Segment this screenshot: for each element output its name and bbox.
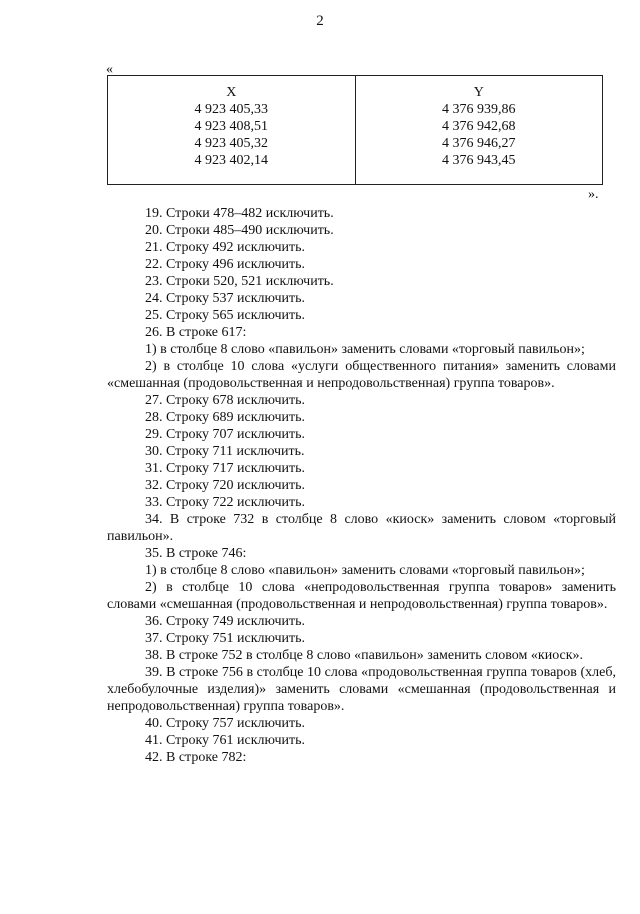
amendment-item: 34. В строке 732 в столбце 8 слово «киоск» заменить словом «торговый павильон». — [107, 512, 616, 544]
amendment-item: 41. Строку 761 исключить. — [145, 733, 306, 748]
amendment-item: 36. Строку 749 исключить. — [145, 614, 306, 629]
y-value: 4 376 939,86 — [442, 102, 516, 117]
amendment-item: 24. Строку 537 исключить. — [145, 291, 306, 306]
amendment-item: 33. Строку 722 исключить. — [145, 495, 306, 510]
x-value: 4 923 408,51 — [194, 119, 268, 134]
amendment-item: 22. Строку 496 исключить. — [145, 257, 306, 272]
amendment-item: 38. В строке 752 в столбце 8 слово «павильон» заменить словом «киоск». — [145, 648, 584, 663]
amendment-item: 31. Строку 717 исключить. — [145, 461, 306, 476]
x-column — [108, 76, 356, 185]
amendment-item: 35. В строке 746: — [145, 546, 247, 561]
opening-quote-mark: « — [106, 62, 113, 77]
amendment-item: 25. Строку 565 исключить. — [145, 308, 306, 323]
amendment-item: 39. В строке 756 в столбце 10 слова «продовольственная группа товаров (хлеб, хлебобулочные изделия)» заменить словами «смешанная (продовольственная и непродовольственная) группа товаров». — [107, 665, 616, 714]
coordinates-table — [107, 75, 603, 185]
y-value: 4 376 946,27 — [442, 136, 516, 151]
amendment-item: 19. Строки 478–482 исключить. — [145, 206, 334, 221]
y-column-header: Y — [473, 85, 484, 100]
amendment-item: 32. Строку 720 исключить. — [145, 478, 306, 493]
page-number: 2 — [316, 13, 324, 29]
amendment-item: 29. Строку 707 исключить. — [145, 427, 306, 442]
amendment-item: 40. Строку 757 исключить. — [145, 716, 306, 731]
y-value: 4 376 942,68 — [442, 119, 516, 134]
amendment-subitem: 2) в столбце 10 слова «услуги общественного питания» заменить словами «смешанная (продовольственная и непродовольственная) группа товаров». — [107, 359, 616, 391]
amendment-item: 23. Строки 520, 521 исключить. — [145, 274, 334, 289]
amendment-subitem: 1) в столбце 8 слово «павильон» заменить словами «торговый павильон»; — [145, 563, 585, 578]
y-value: 4 376 943,45 — [442, 153, 516, 168]
y-column — [355, 76, 603, 185]
amendment-subitem: 1) в столбце 8 слово «павильон» заменить словами «торговый павильон»; — [145, 342, 585, 357]
x-value: 4 923 405,32 — [194, 136, 268, 151]
amendment-item: 30. Строку 711 исключить. — [145, 444, 305, 459]
amendment-item: 26. В строке 617: — [145, 325, 247, 340]
x-value: 4 923 405,33 — [194, 102, 268, 117]
amendment-item: 37. Строку 751 исключить. — [145, 631, 306, 646]
x-column-header: X — [226, 85, 237, 100]
amendment-item: 28. Строку 689 исключить. — [145, 410, 306, 425]
closing-quote-mark: ». — [588, 187, 599, 202]
amendment-list — [107, 205, 616, 766]
amendment-subitem: 2) в столбце 10 слова «непродовольственная группа товаров» заменить словами «смешанная (продовольственная и непродовольственная) группа товаров». — [107, 580, 616, 612]
amendment-item: 42. В строке 782: — [145, 750, 247, 765]
amendment-item: 20. Строки 485–490 исключить. — [145, 223, 334, 238]
amendment-item: 27. Строку 678 исключить. — [145, 393, 306, 408]
amendment-item: 21. Строку 492 исключить. — [145, 240, 306, 255]
x-value: 4 923 402,14 — [194, 153, 268, 168]
